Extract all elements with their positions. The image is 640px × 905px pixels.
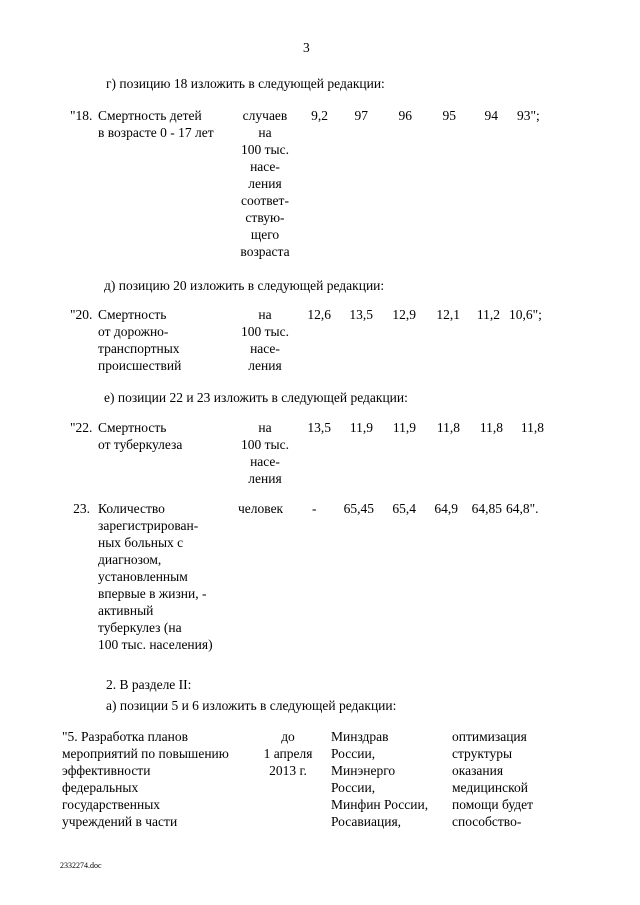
row-name-line: ных больных с <box>98 535 184 550</box>
value-cell: 93"; <box>517 108 540 123</box>
value-cell: 11,8 <box>479 420 503 435</box>
value-cell: 64,9 <box>434 501 458 516</box>
unit-line: на <box>258 307 272 322</box>
value-cell: 11,2 <box>476 307 500 322</box>
unit-line: ствую- <box>245 210 285 225</box>
row-name-line: государственных <box>62 797 161 812</box>
value-cell: 11,8 <box>436 420 460 435</box>
unit-line: случаев <box>242 108 288 123</box>
footer-filename: 2332274.doc <box>60 861 102 870</box>
section-e-heading: е) позиции 22 и 23 изложить в следующей редакции: <box>104 390 408 405</box>
unit-line: на <box>258 125 272 140</box>
page-number: 3 <box>303 40 310 55</box>
unit-line: ления <box>248 358 282 373</box>
responsible-line: Минздрав <box>331 729 389 744</box>
row-name-line: эффективности <box>62 763 151 778</box>
value-cell: 95 <box>442 108 456 123</box>
section-d-heading: д) позицию 20 изложить в следующей редакции: <box>104 278 385 293</box>
row-number: "18. <box>70 108 93 123</box>
row-name-line: от туберкулеза <box>98 437 183 452</box>
row-name-line: транспортных <box>98 341 180 356</box>
row-name-line: федеральных <box>62 780 139 795</box>
unit-line: ления <box>248 176 282 191</box>
value-cell: - <box>312 501 317 516</box>
row-name-line: "5. Разработка планов <box>62 729 188 744</box>
unit-line: 100 тыс. <box>241 324 289 339</box>
unit-line: человек <box>238 501 284 516</box>
value-cell: 64,8". <box>506 501 539 516</box>
row-number: "20. <box>70 307 93 322</box>
result-line: структуры <box>452 746 513 761</box>
unit-line: щего <box>250 227 280 242</box>
row-name-line: диагнозом, <box>98 552 162 567</box>
row-number: "22. <box>70 420 93 435</box>
unit-line: ления <box>248 471 282 486</box>
date-line: 2013 г. <box>269 763 307 778</box>
unit-line: на <box>258 420 272 435</box>
result-line: оказания <box>452 763 504 778</box>
row-name-line: зарегистрирован- <box>98 518 199 533</box>
value-cell: 12,6 <box>307 307 331 322</box>
row-name-line: Смертность <box>98 307 167 322</box>
row-name-line: Смертность <box>98 420 167 435</box>
row-name-line: установленным <box>98 569 188 584</box>
value-cell: 10,6"; <box>509 307 542 322</box>
row-number: 23. <box>73 501 90 516</box>
value-cell: 64,85 <box>471 501 502 516</box>
value-cell: 65,45 <box>343 501 374 516</box>
row-name-line: Смертность детей <box>98 108 202 123</box>
responsible-line: Росавиация, <box>331 814 402 829</box>
row-name-line: учреждений в части <box>62 814 178 829</box>
row-name-line: активный <box>98 603 154 618</box>
row-name-line: в возрасте 0 - 17 лет <box>98 125 214 140</box>
section-2a-heading: а) позиции 5 и 6 изложить в следующей редакции: <box>106 698 397 713</box>
row-name-line: впервые в жизни, - <box>98 586 207 601</box>
unit-line: 100 тыс. <box>241 437 289 452</box>
value-cell: 13,5 <box>349 307 373 322</box>
row-name-line: от дорожно- <box>98 324 169 339</box>
unit-line: насе- <box>250 454 280 469</box>
value-cell: 97 <box>354 108 368 123</box>
responsible-line: России, <box>331 746 376 761</box>
row-name-line: мероприятий по повышению <box>62 746 229 761</box>
value-cell: 11,8 <box>520 420 544 435</box>
value-cell: 65,4 <box>392 501 416 516</box>
section-g-heading: г) позицию 18 изложить в следующей редакции: <box>106 76 385 91</box>
result-line: помощи будет <box>452 797 534 812</box>
value-cell: 13,5 <box>307 420 331 435</box>
unit-line: 100 тыс. <box>241 142 289 157</box>
row-name-line: 100 тыс. населения) <box>98 637 213 652</box>
value-cell: 12,9 <box>392 307 416 322</box>
value-cell: 11,9 <box>392 420 416 435</box>
responsible-line: Минэнерго <box>331 763 396 778</box>
date-line: 1 апреля <box>263 746 313 761</box>
value-cell: 94 <box>484 108 498 123</box>
result-line: медицинской <box>452 780 528 795</box>
row-name-line: туберкулез (на <box>98 620 182 635</box>
value-cell: 96 <box>398 108 412 123</box>
unit-line: соответ- <box>241 193 289 208</box>
responsible-line: Минфин России, <box>331 797 429 812</box>
responsible-line: России, <box>331 780 376 795</box>
result-line: способство- <box>452 814 522 829</box>
value-cell: 12,1 <box>436 307 460 322</box>
date-line: до <box>281 729 295 744</box>
unit-line: насе- <box>250 341 280 356</box>
result-line: оптимизация <box>452 729 527 744</box>
row-name-line: происшествий <box>98 358 182 373</box>
section-2-heading: 2. В разделе II: <box>106 677 192 692</box>
value-cell: 9,2 <box>311 108 328 123</box>
value-cell: 11,9 <box>349 420 373 435</box>
unit-line: насе- <box>250 159 280 174</box>
row-name-line: Количество <box>98 501 165 516</box>
unit-line: возраста <box>240 244 290 259</box>
